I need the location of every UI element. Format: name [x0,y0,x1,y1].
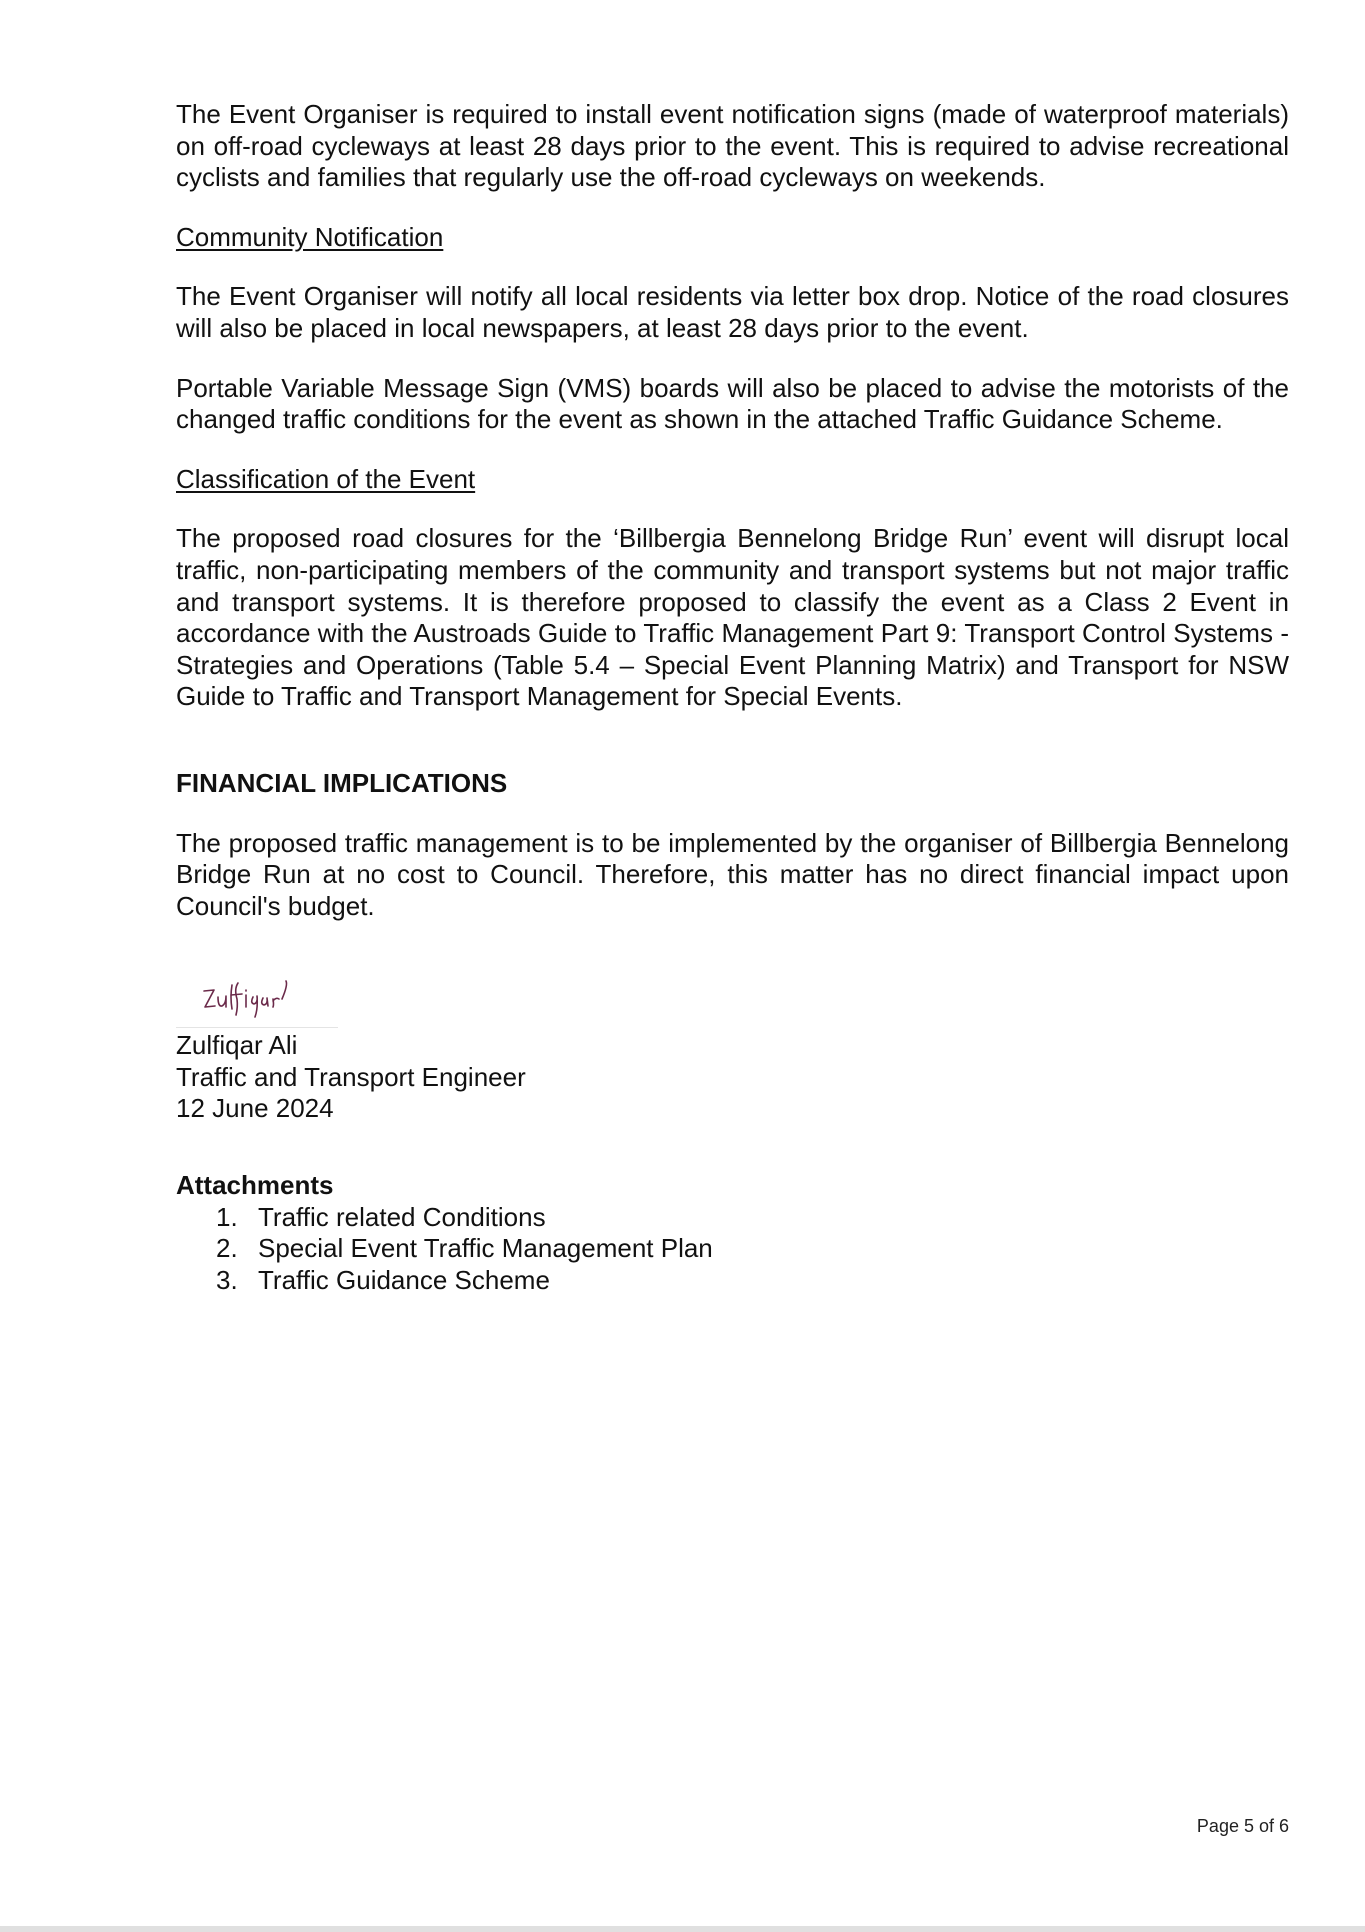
page-number: Page 5 of 6 [1196,1816,1289,1836]
attachment-item [176,1233,1289,1265]
signatory-title: Traffic and Transport Engineer [176,1061,526,1092]
paragraph-vms-boards: Portable Variable Message Sign (VMS) boards will also be placed to advise the motorists of the changed traffic conditions for the event as shown in the attached Traffic Guidance Scheme. [176,372,1289,435]
paragraph-classification: The proposed road closures for the ‘Billbergia Bennelong Bridge Run’ event will disrupt local traffic, non-participating members of the community and transport systems but not major traffic and transport systems. It is therefore proposed to classify the event as a Class 2 Event in accordance with the Austroads Guide to Traffic Management Part 9: Transport Control Systems - Strategies and Operations (Table 5.4 – Special Event Planning Matrix) and Transport for NSW Guide to Traffic and Transport Management for Special Events. [176,523,1289,712]
handwritten-signature [176,975,338,1028]
paragraph-financial-implications: The proposed traffic management is to be implemented by the organiser of Billbergia Bennelong Bridge Run at no cost to Council. Therefore, this matter has no direct financial impact upon Council's budget. [176,827,1289,921]
attachment-number: 2. [216,1233,238,1264]
heading-community-notification: Community Notification [176,221,444,252]
heading-financial-implications: FINANCIAL IMPLICATIONS [176,767,508,798]
attachments-list [176,1202,1289,1297]
attachment-label: Special Event Traffic Management Plan [258,1233,713,1264]
page-bottom-edge [0,1926,1365,1932]
attachment-number: 1. [216,1201,238,1232]
paragraph-community-notification: The Event Organiser will notify all local residents via letter box drop. Notice of the road closures will also be placed in local newspapers, at least 28 days prior to the event. [176,281,1289,343]
heading-classification-of-event: Classification of the Event [176,463,476,494]
heading-attachments: Attachments [176,1170,334,1201]
signature-block [176,1030,1289,1125]
signature-scribble-icon [200,977,296,1023]
document-body [176,99,1289,1296]
signatory-name: Zulfiqar Ali [176,1030,298,1061]
attachment-label: Traffic Guidance Scheme [258,1264,550,1295]
attachment-item [176,1202,1289,1234]
attachment-item [176,1265,1289,1297]
attachment-label: Traffic related Conditions [258,1201,546,1232]
attachment-number: 3. [216,1264,238,1295]
paragraph-event-signs: The Event Organiser is required to install event notification signs (made of waterproof materials) on off-road cycleways at least 28 days prior to the event. This is required to advise recreational cyclists and families that regularly use the off-road cycleways on weekends. [176,99,1289,193]
report-date: 12 June 2024 [176,1093,334,1124]
